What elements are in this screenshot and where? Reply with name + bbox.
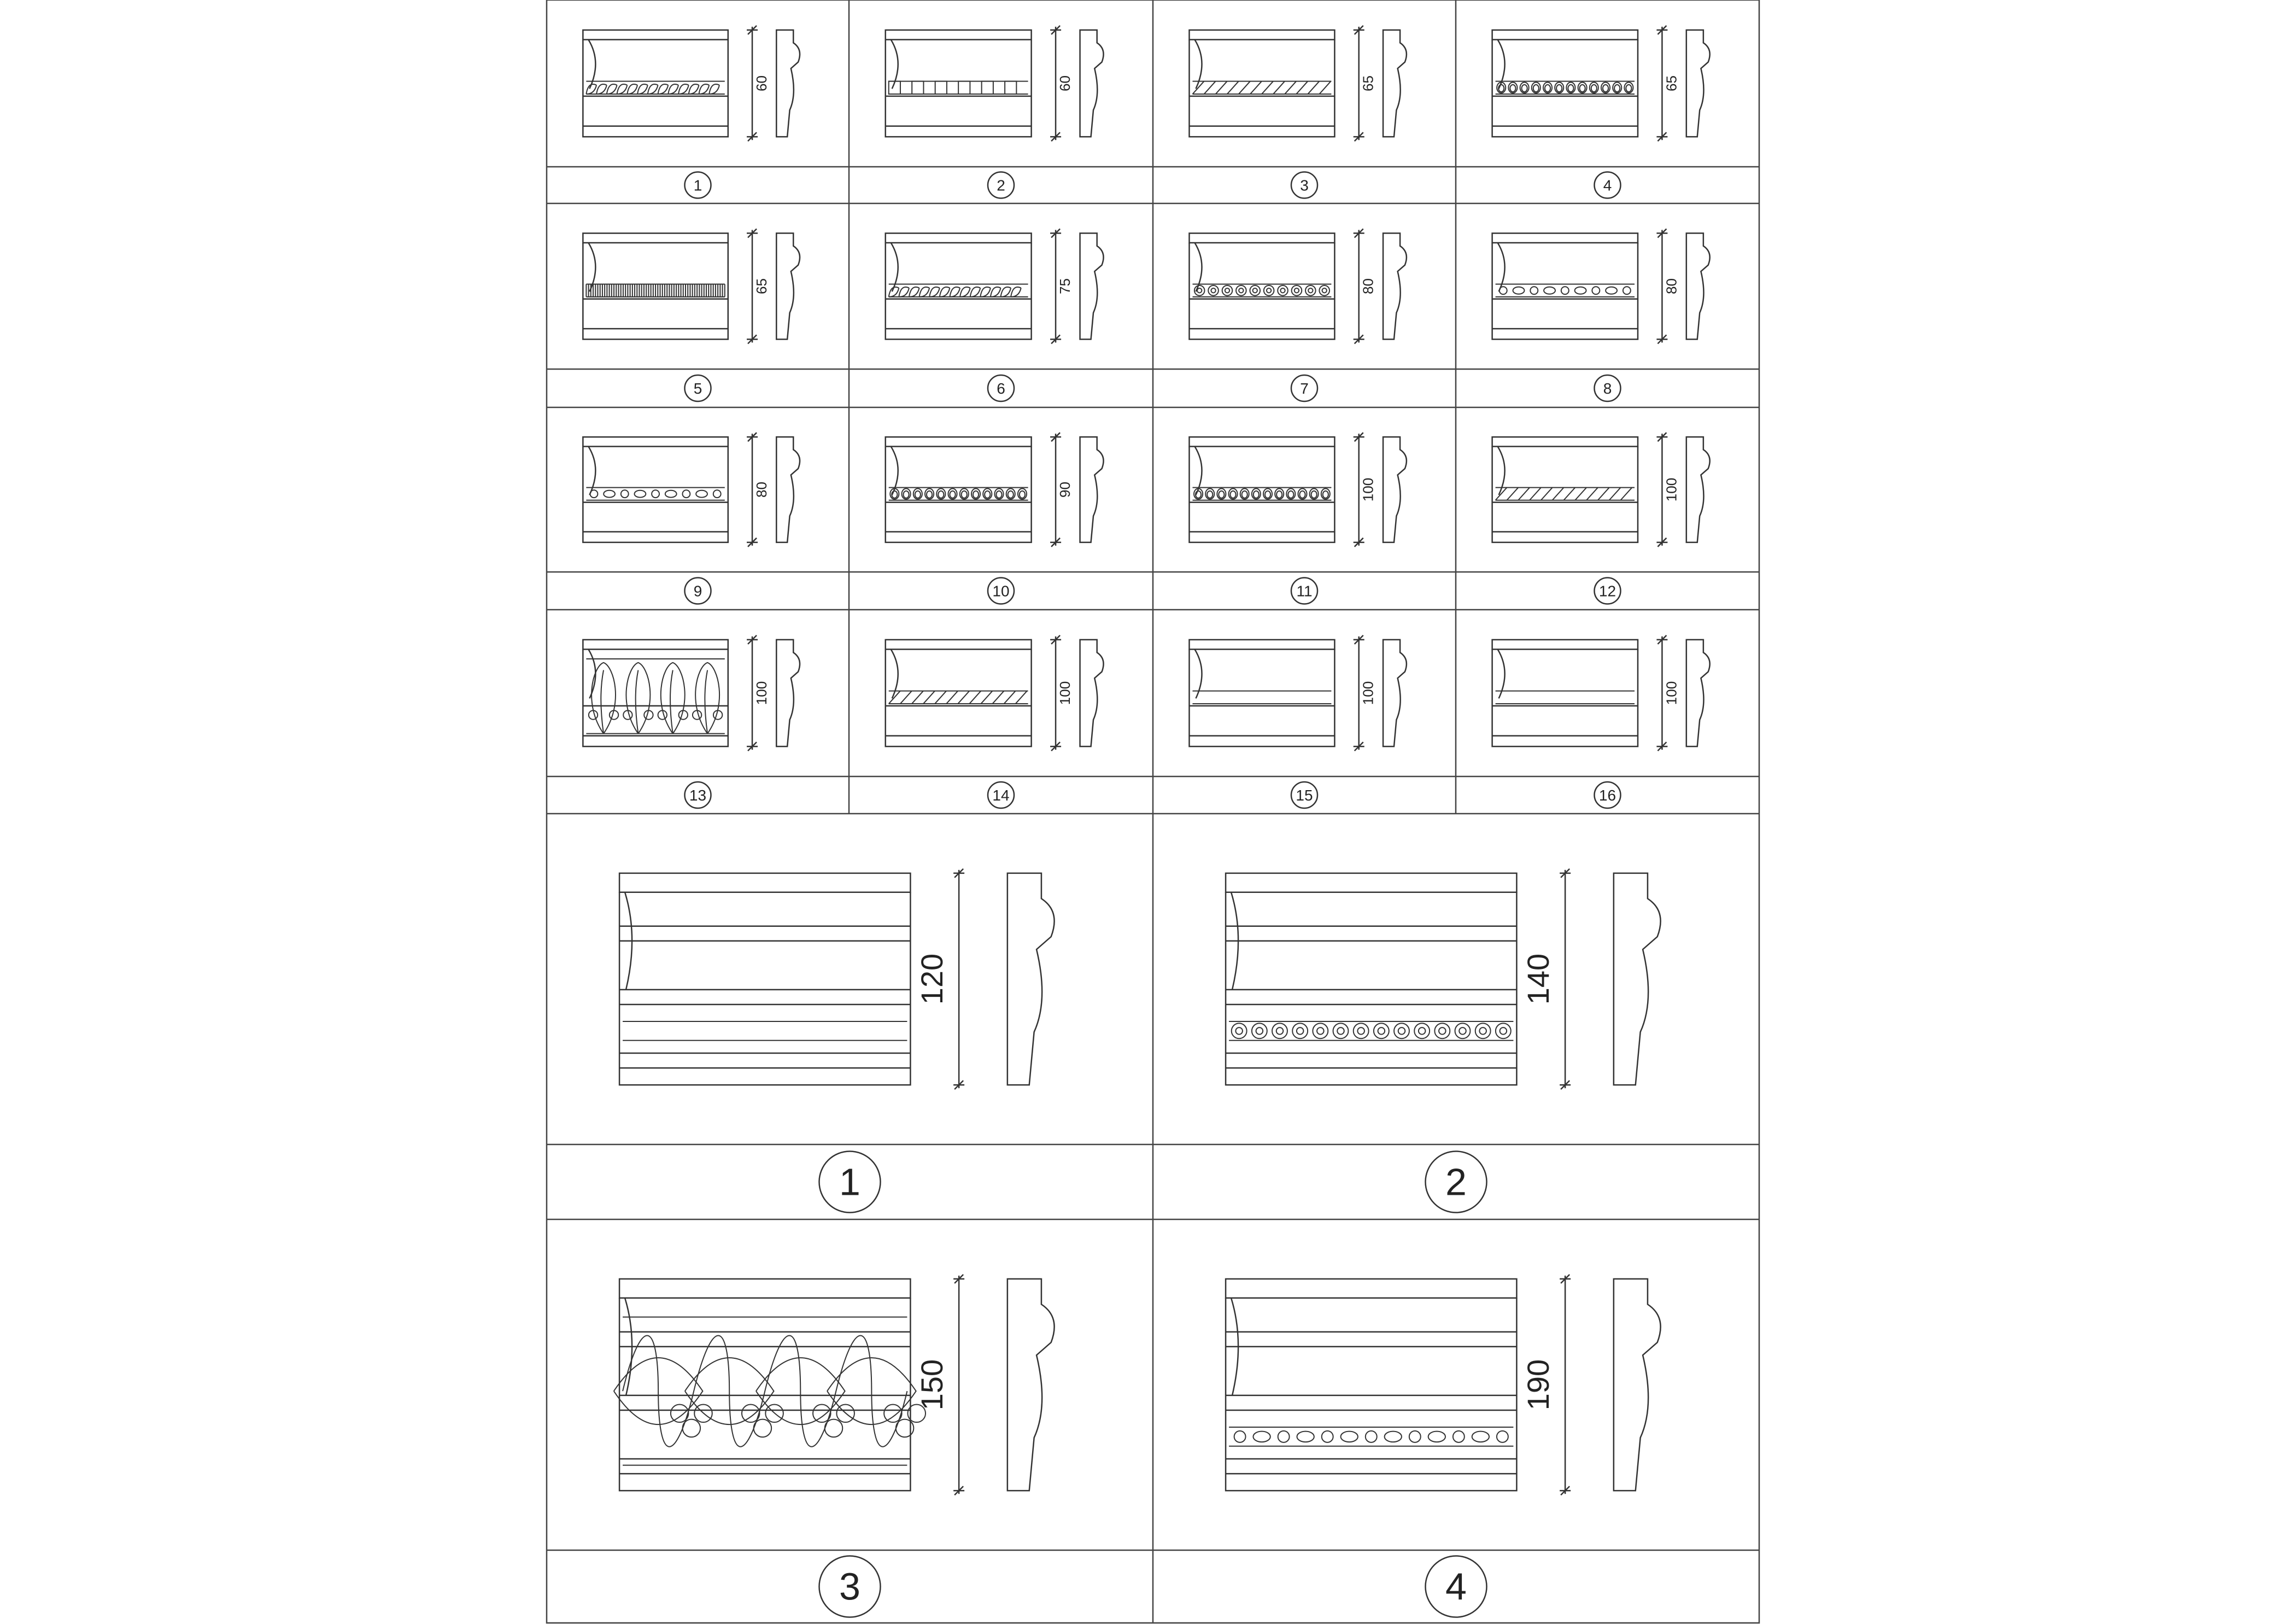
- profile-panel-15: [1189, 635, 1406, 808]
- panel-number: 3: [839, 1565, 860, 1608]
- profile-panel-3: [1189, 26, 1406, 198]
- dimension-label: 190: [1521, 1359, 1556, 1411]
- panel-number: 10: [992, 582, 1010, 600]
- dimension-label: 80: [1360, 278, 1377, 294]
- dimension-label: 140: [1521, 953, 1556, 1005]
- dimension-label: 100: [1663, 477, 1680, 502]
- panel-number: 4: [1603, 177, 1612, 194]
- panel-number: 12: [1598, 582, 1616, 600]
- profile-panel-2: [886, 26, 1104, 198]
- dimension-label: 100: [1057, 681, 1074, 705]
- profile-panel-13: [583, 635, 800, 808]
- profile-panel-7: [1189, 229, 1406, 401]
- large-profile-panel-3: [614, 1275, 1055, 1617]
- dimension-label: 80: [753, 482, 770, 498]
- dimension-label: 80: [1663, 278, 1680, 294]
- large-profile-panel-2: [1226, 869, 1661, 1213]
- panel-number: 2: [1445, 1160, 1467, 1204]
- profile-panel-11: [1189, 433, 1406, 604]
- panel-number: 1: [839, 1160, 860, 1204]
- dimension-label: 100: [1663, 681, 1680, 705]
- profile-panel-12: [1492, 433, 1710, 604]
- panel-number: 15: [1296, 787, 1313, 804]
- profile-panel-9: [583, 433, 800, 604]
- profile-panel-14: [886, 635, 1104, 808]
- panel-number: 5: [693, 380, 702, 397]
- dimension-label: 90: [1057, 482, 1074, 498]
- panel-number: 6: [997, 380, 1005, 397]
- large-profile-panel-1: [619, 869, 1055, 1213]
- profile-panel-5: [583, 229, 800, 401]
- profile-panel-16: [1492, 635, 1710, 808]
- dimension-label: 150: [915, 1359, 950, 1411]
- profile-panel-6: [886, 229, 1104, 401]
- panel-number: 1: [693, 177, 702, 194]
- panel-number: 14: [992, 787, 1010, 804]
- small-profiles: [583, 26, 1709, 808]
- panel-number: 13: [689, 787, 707, 804]
- panel-number: 16: [1598, 787, 1616, 804]
- dimension-label: 65: [1663, 75, 1680, 91]
- dimension-label: 60: [1057, 75, 1074, 91]
- large-profiles: [614, 869, 1661, 1617]
- dimension-label: 100: [1360, 477, 1377, 502]
- dimension-label: 100: [1360, 681, 1377, 705]
- panel-number: 7: [1300, 380, 1309, 397]
- profile-panel-4: [1492, 26, 1710, 198]
- dimension-label: 75: [1057, 278, 1074, 294]
- panel-number: 8: [1603, 380, 1612, 397]
- dimension-label: 65: [1360, 75, 1377, 91]
- panel-number: 3: [1300, 177, 1309, 194]
- dimension-label: 100: [753, 681, 770, 705]
- large-profile-panel-4: [1226, 1275, 1661, 1617]
- profile-panel-10: [886, 433, 1104, 604]
- dimension-label: 65: [753, 278, 770, 294]
- panel-number: 9: [693, 582, 702, 600]
- dimension-label: 60: [753, 75, 770, 91]
- panel-number: 4: [1445, 1565, 1467, 1608]
- profile-panel-8: [1492, 229, 1710, 401]
- panel-number: 11: [1296, 582, 1313, 600]
- dimension-label: 120: [915, 953, 950, 1005]
- panel-number: 2: [997, 177, 1005, 194]
- profile-panel-1: [583, 26, 800, 198]
